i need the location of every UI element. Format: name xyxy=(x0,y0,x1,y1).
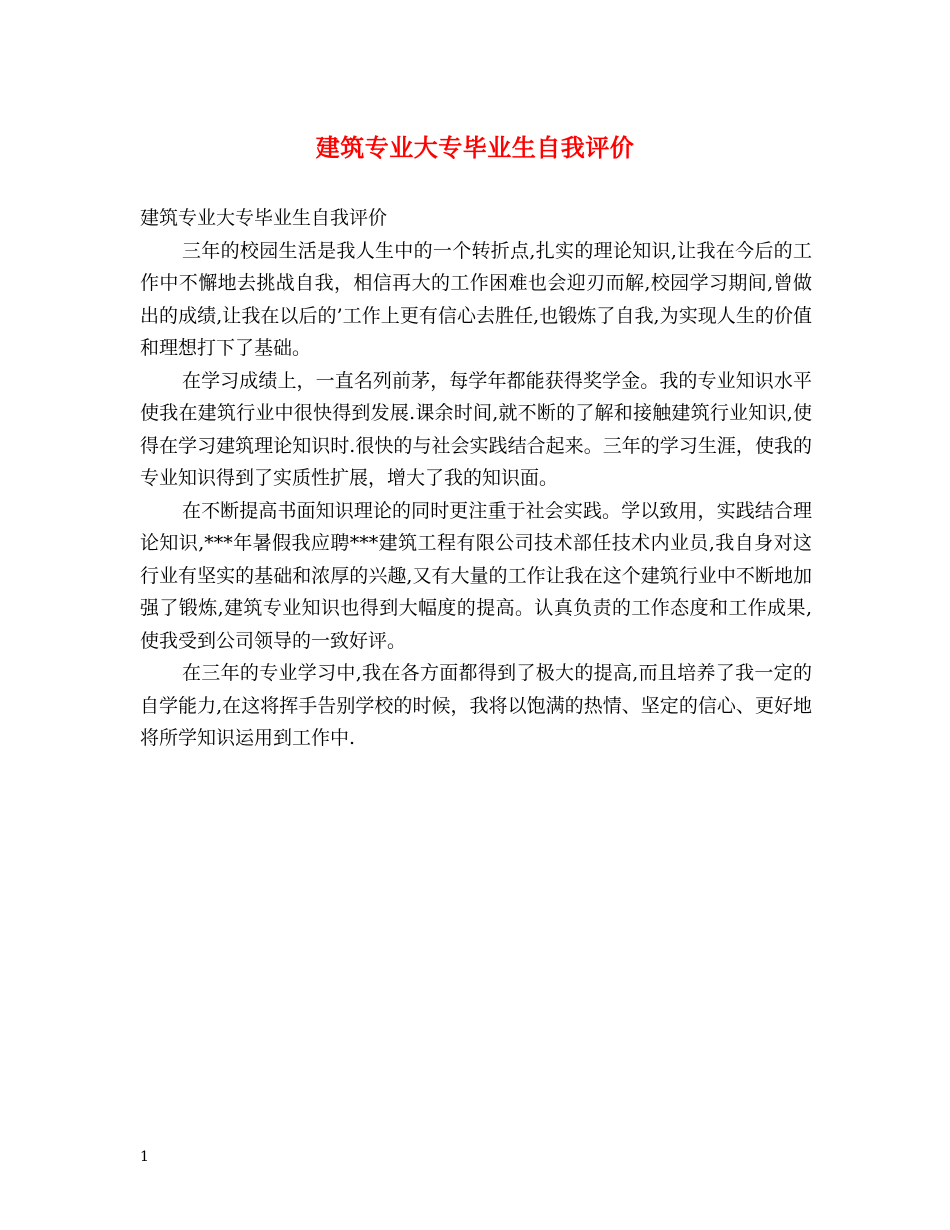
document-title: 建筑专业大专毕业生自我评价 xyxy=(315,133,635,162)
document-body xyxy=(140,202,812,755)
page-number: 1 xyxy=(140,1149,149,1165)
paragraph-4: 在三年的专业学习中,我在各方面都得到了极大的提高,而且培养了我一定的自学能力,在这将挥手告别学校的时候，我将以饱满的热情、坚定的信心、更好地将所学知识运用到工作中. xyxy=(140,662,812,749)
paragraph-2: 在学习成绩上，一直名列前茅，每学年都能获得奖学金。我的专业知识水平使我在建筑行业中很快得到发展.课余时间,就不断的了解和接触建筑行业知识,使得在学习建筑理论知识时.很快的与社会实践结合起来。三年的学习生涯，使我的专业知识得到了实质性扩展，增大了我的知识面。 xyxy=(140,369,812,489)
document-subtitle: 建筑专业大专毕业生自我评价 xyxy=(140,207,388,229)
paragraph-3: 在不断提高书面知识理论的同时更注重于社会实践。学以致用，实践结合理论知识,***年暑假我应聘***建筑工程有限公司技术部任技术内业员,我自身对这行业有坚实的基础和浓厚的兴趣,又有大量的工作让我在这个建筑行业中不断地加强了锻炼,建筑专业知识也得到大幅度的提高。认真负责的工作态度和工作成果,使我受到公司领导的一致好评。 xyxy=(140,499,812,652)
paragraph-1: 三年的校园生活是我人生中的一个转折点,扎实的理论知识,让我在今后的工作中不懈地去挑战自我，相信再大的工作困难也会迎刃而解,校园学习期间,曾做出的成绩,让我在以后的’工作上更有信心去胜任,也锻炼了自我,为实现人生的价值和理想打下了基础。 xyxy=(140,239,812,359)
